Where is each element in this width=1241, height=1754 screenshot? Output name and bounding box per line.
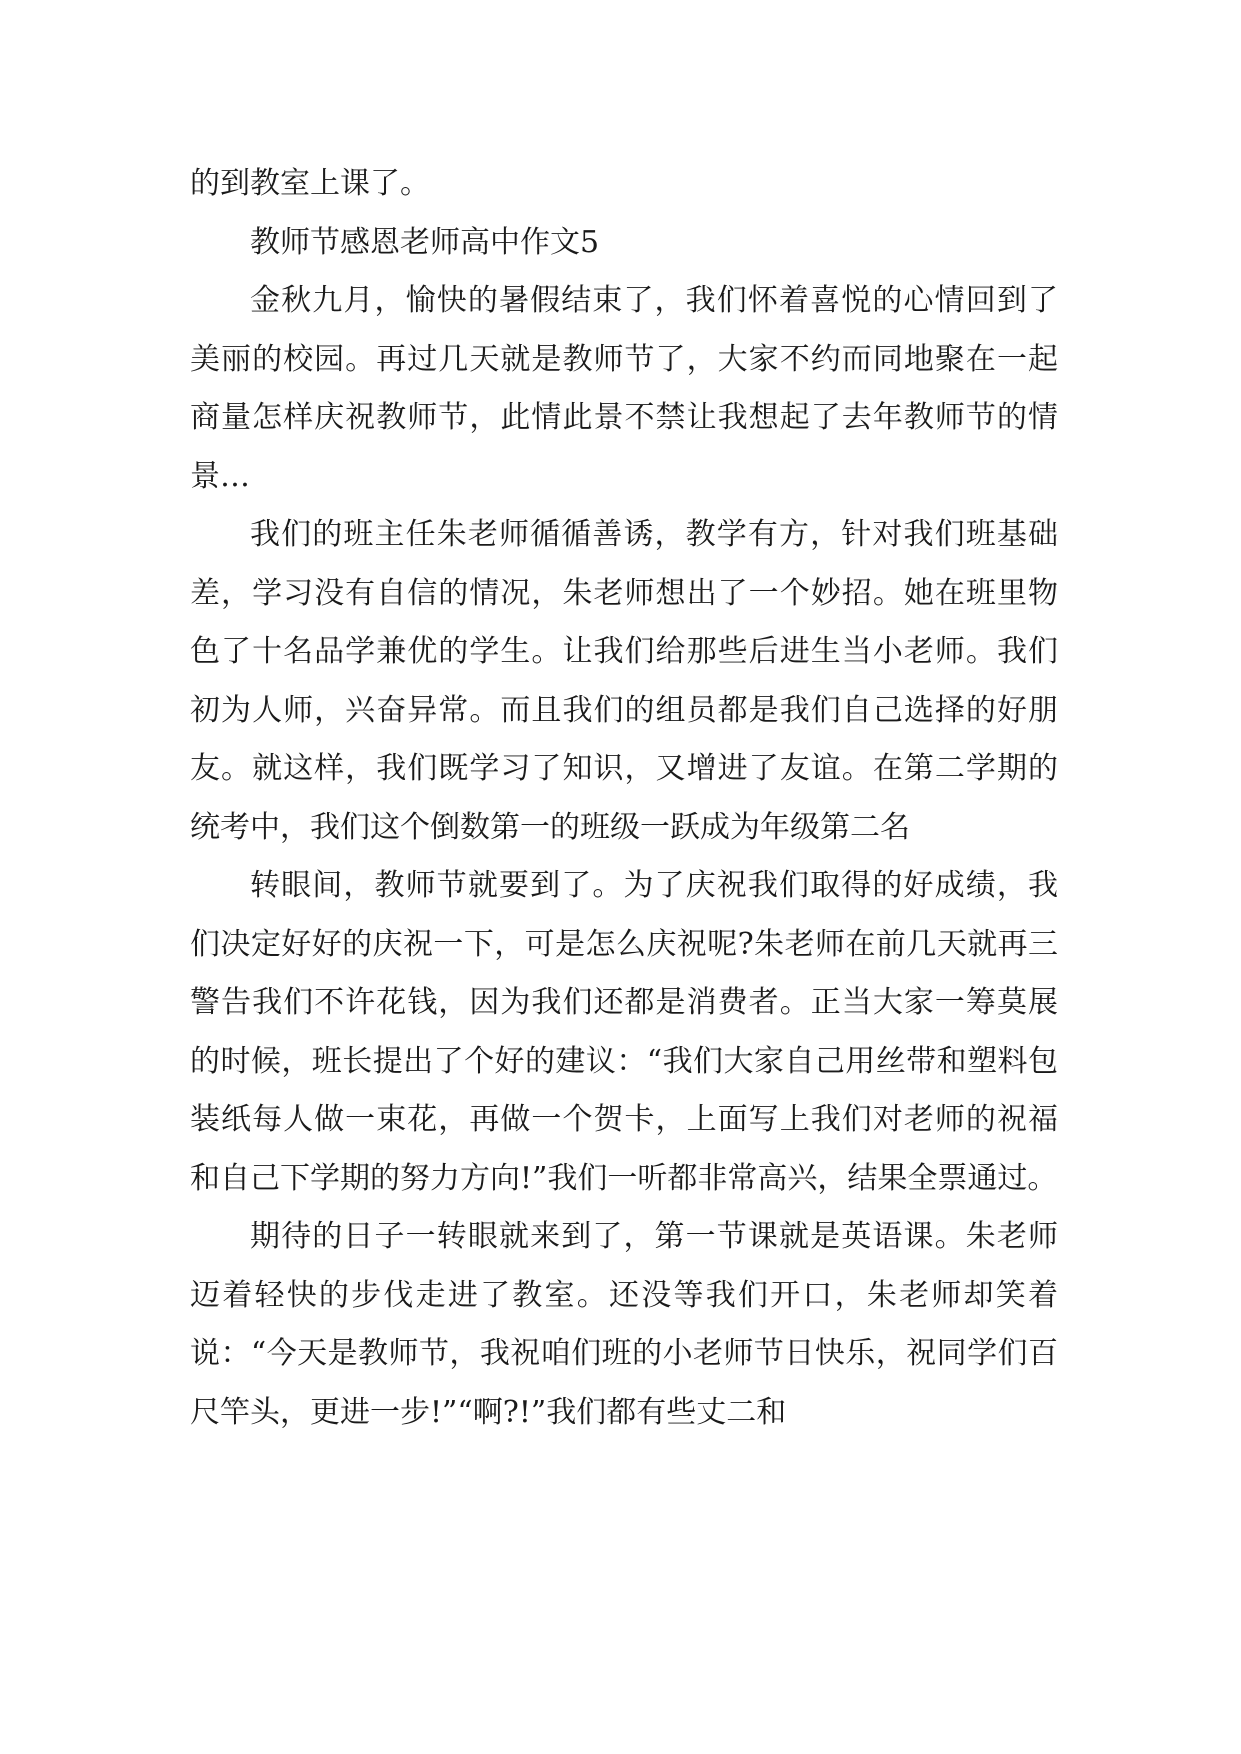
paragraph: 金秋九月，愉快的暑假结束了，我们怀着喜悦的心情回到了美丽的校园。再过几天就是教师节了，大家不约而同地聚在一起商量怎样庆祝教师节，此情此景不禁让我想起了去年教师节的情景… — [190, 283, 1058, 494]
paragraph-continuation: 的到教室上课了。 — [190, 166, 430, 201]
paragraph: 我们的班主任朱老师循循善诱，教学有方，针对我们班基础差，学习没有自信的情况，朱老师想出了一个妙招。她在班里物色了十名品学兼优的学生。让我们给那些后进生当小老师。我们初为人师，兴奋异常。而且我们的组员都是我们自己选择的好朋友。就这样，我们既学习了知识，又增进了友谊。在第二学期的统考中，我们这个倒数第一的班级一跃成为年级第二名 — [190, 517, 1058, 845]
essay-title: 教师节感恩老师高中作文5 — [250, 224, 600, 260]
paragraph: 期待的日子一转眼就来到了，第一节课就是英语课。朱老师迈着轻快的步伐走进了教室。还没等我们开口，朱老师却笑着说：“今天是教师节，我祝咱们班的小老师节日快乐，祝同学们百尺竿头，更进一步!”“啊?!”我们都有些丈二和 — [190, 1219, 1058, 1430]
document-page — [190, 155, 1058, 1442]
paragraph: 转眼间，教师节就要到了。为了庆祝我们取得的好成绩，我们决定好好的庆祝一下，可是怎么庆祝呢?朱老师在前几天就再三警告我们不许花钱，因为我们还都是消费者。正当大家一筹莫展的时候，班长提出了个好的建议：“我们大家自己用丝带和塑料包装纸每人做一束花，再做一个贺卡，上面写上我们对老师的祝福和自己下学期的努力方向!”我们一听都非常高兴，结果全票通过。 — [190, 868, 1058, 1196]
